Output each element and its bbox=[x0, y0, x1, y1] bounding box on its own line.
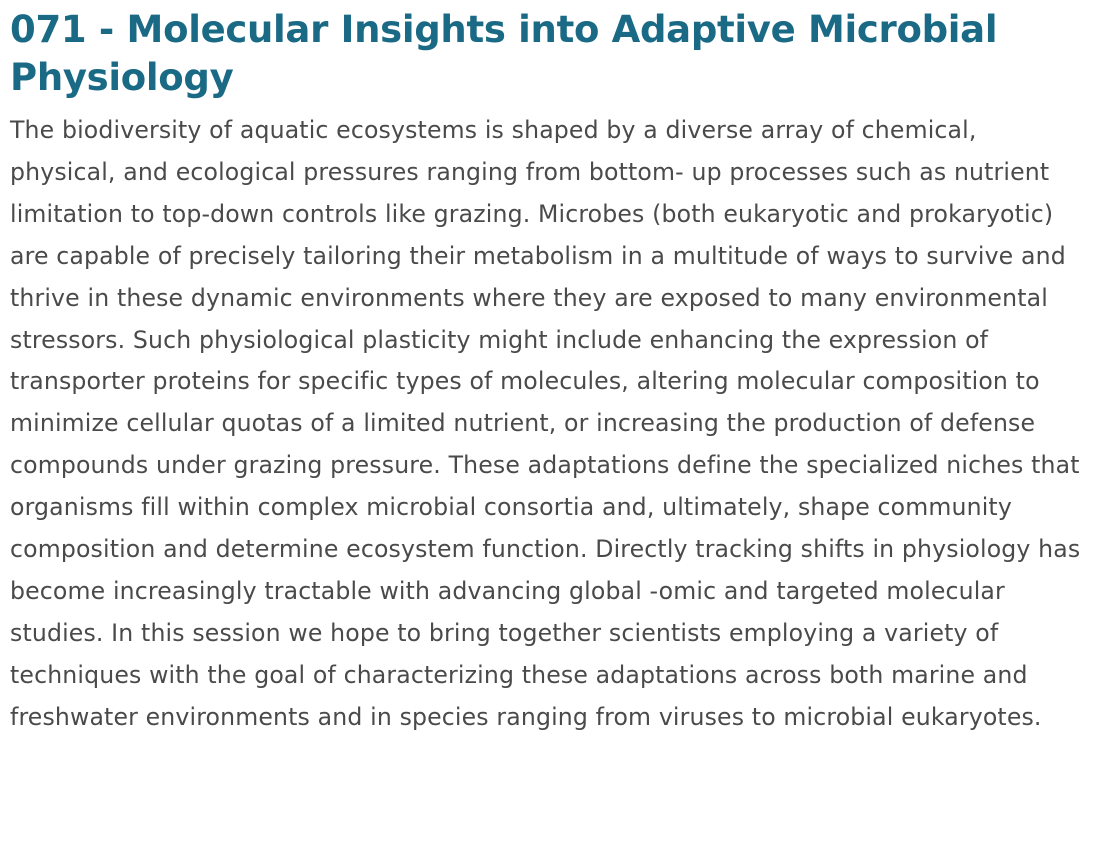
session-section bbox=[10, 6, 1086, 739]
session-title: 071 - Molecular Insights into Adaptive Microbial Physiology bbox=[10, 8, 998, 99]
session-description: The biodiversity of aquatic ecosystems is shaped by a diverse array of chemical, physical, and ecological pressures ranging from bottom- up processes such as nutrient limitation to top-down controls like grazing. Microbes (both eukaryotic and prokaryotic) are capable of precisely tailoring their metabolism in a multitude of ways to survive and thrive in these dynamic environments where they are exposed to many environmental stressors. Such physiological plasticity might include enhancing the expression of transporter proteins for specific types of molecules, altering molecular composition to minimize cellular quotas of a limited nutrient, or increasing the production of defense compounds under grazing pressure. These adaptations define the specialized niches that organisms fill within complex microbial consortia and, ultimately, shape community composition and determine ecosystem function. Directly tracking shifts in physiology has become increasingly tractable with advancing global -omic and targeted molecular studies. In this session we hope to bring together scientists employing a variety of techniques with the goal of characterizing these adaptations across both marine and freshwater environments and in species ranging from viruses to microbial eukaryotes. bbox=[10, 116, 1081, 731]
